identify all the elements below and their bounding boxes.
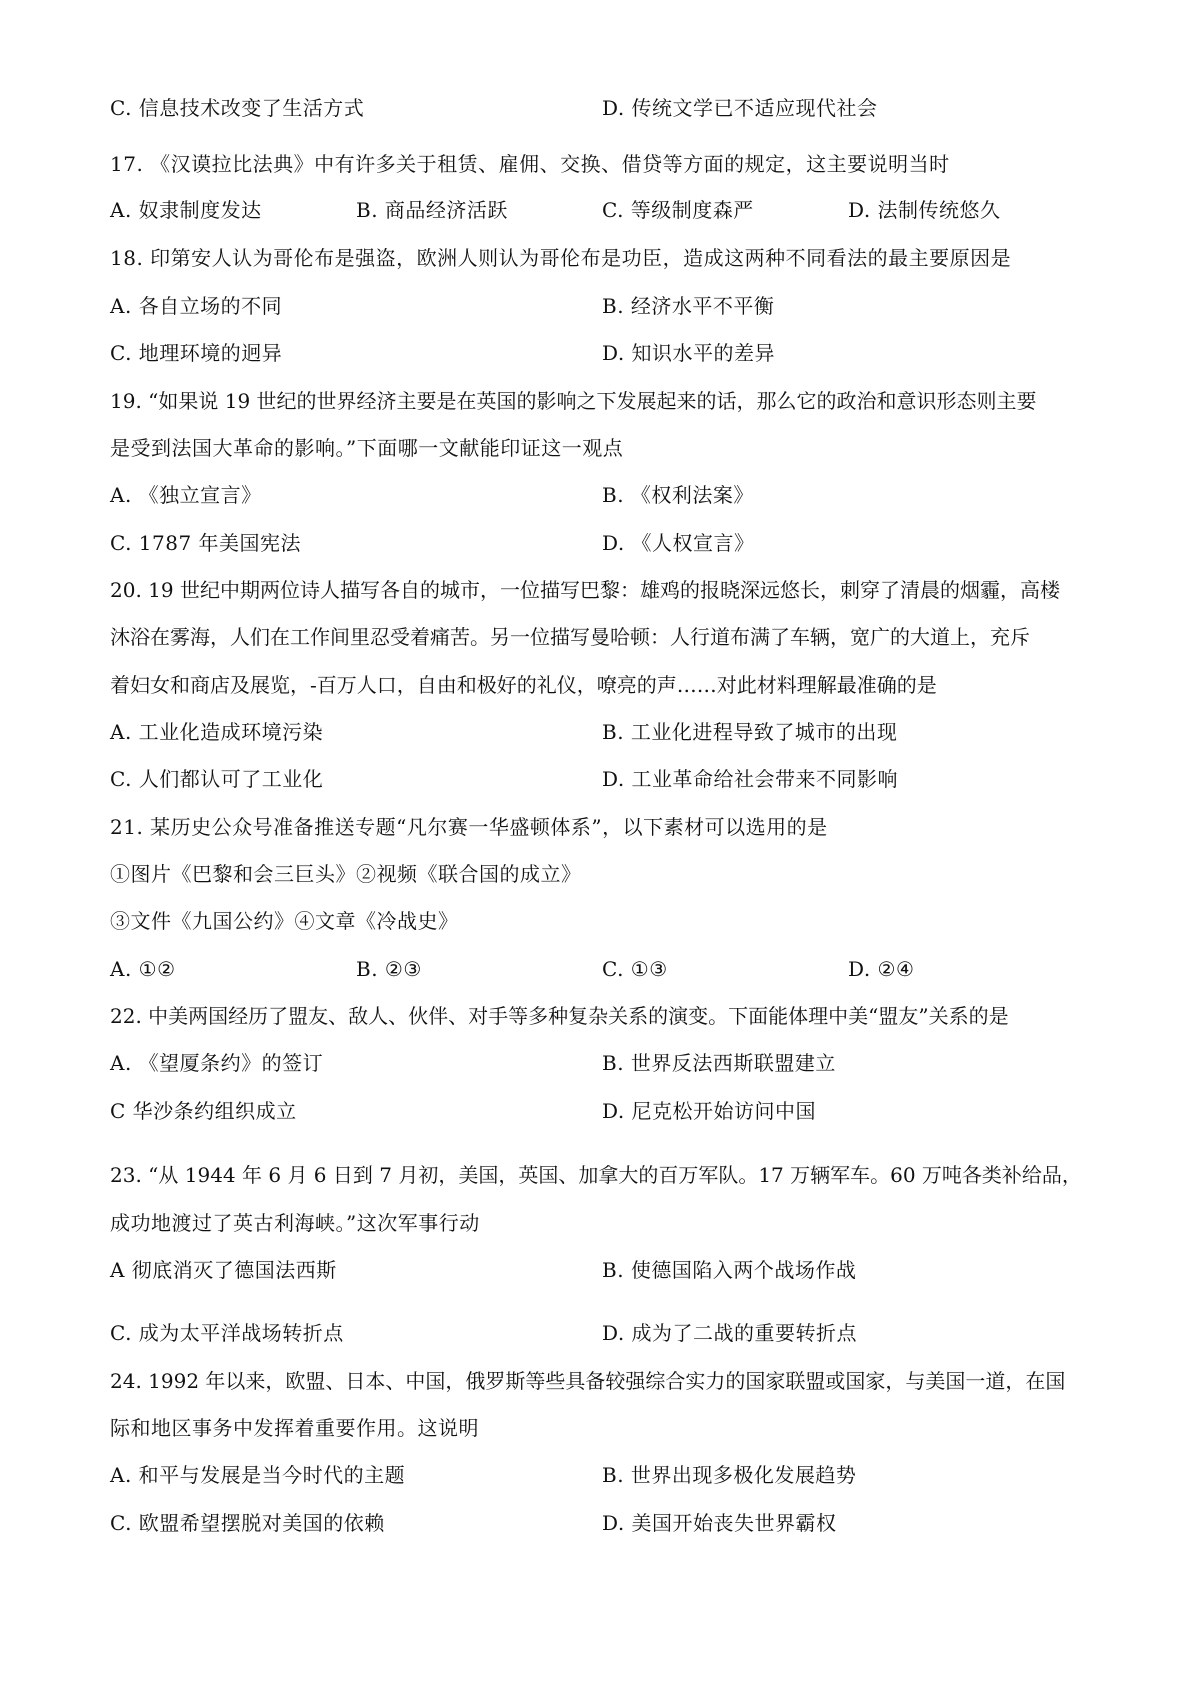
- q24-option-a: A. 和平与发展是当今时代的主题: [110, 1463, 406, 1487]
- q21-option-d: D. ②④: [848, 957, 915, 981]
- q22-option-a: A. 《望厦条约》的签订: [110, 1051, 324, 1075]
- q23-stem-line2: 成功地渡过了英古利海峡。”这次军事行动: [110, 1211, 480, 1235]
- q21-stem: 21. 某历史公众号准备推送专题“凡尔赛一华盛顿体系”，以下素材可以选用的是: [110, 815, 828, 839]
- q18-option-c: C. 地理环境的迥异: [110, 341, 283, 365]
- q17-option-b: B. 商品经济活跃: [356, 198, 508, 222]
- q23-option-c: C. 成为太平洋战场转折点: [110, 1321, 344, 1345]
- q19-option-c: C. 1787 年美国宪法: [110, 531, 302, 555]
- q22-stem: 22. 中美两国经历了盟友、敌人、伙伴、对手等多种复杂关系的演变。下面能体理中美“盟友”关系的是: [110, 1004, 1009, 1028]
- q18-stem: 18. 印第安人认为哥伦布是强盗，欧洲人则认为哥伦布是功臣，造成这两种不同看法的最主要原因是: [110, 246, 1012, 270]
- q21-option-b: B. ②③: [356, 957, 422, 981]
- q23-option-d: D. 成为了二战的重要转折点: [602, 1321, 858, 1345]
- q23-option-b: B. 使德国陷入两个战场作战: [602, 1258, 857, 1282]
- q18-option-a: A. 各自立场的不同: [110, 294, 283, 318]
- q19-stem-line2: 是受到法国大革命的影响。”下面哪一文献能印证这一观点: [110, 436, 624, 460]
- q17-stem: 17. 《汉谟拉比法典》中有许多关于租赁、雇佣、交换、借贷等方面的规定，这主要说明当时: [110, 152, 950, 176]
- q24-option-c: C. 欧盟希望摆脱对美国的依赖: [110, 1511, 385, 1535]
- q22-option-d: D. 尼克松开始访问中国: [602, 1099, 817, 1123]
- q22-option-c: C 华沙条约组织成立: [110, 1099, 297, 1123]
- q24-option-d: D. 美国开始丧失世界霸权: [602, 1511, 837, 1535]
- q19-option-d: D. 《人权宣言》: [602, 531, 755, 555]
- q24-option-b: B. 世界出现多极化发展趋势: [602, 1463, 857, 1487]
- q23-option-a: A 彻底消灭了德国法西斯: [110, 1258, 337, 1282]
- q16-option-d: D. 传统文学已不适应现代社会: [602, 96, 878, 120]
- q21-material-line1: ①图片《巴黎和会三巨头》②视频《联合国的成立》: [110, 862, 582, 886]
- q18-option-d: D. 知识水平的差异: [602, 341, 776, 365]
- q20-stem-line1: 20. 19 世纪中期两位诗人描写各自的城市，一位描写巴黎：雄鸡的报晓深远悠长，刺穿了清晨的烟霾，高楼: [110, 578, 1060, 602]
- q22-option-b: B. 世界反法西斯联盟建立: [602, 1051, 836, 1075]
- q21-option-a: A. ①②: [110, 957, 176, 981]
- q20-stem-line2: 沐浴在雾海，人们在工作间里忍受着痛苦。另一位描写曼哈顿：人行道布满了车辆，宽广的大道上，充斥: [110, 625, 1030, 649]
- q19-stem-line1: 19. “如果说 19 世纪的世界经济主要是在英国的影响之下发展起来的话，那么它的政治和意识形态则主要: [110, 389, 1037, 413]
- q16-option-c: C. 信息技术改变了生活方式: [110, 96, 365, 120]
- q23-stem-line1: 23. “从 1944 年 6 月 6 日到 7 月初，美国，英国、加拿大的百万军队。17 万辆军车。60 万吨各类补给品，: [110, 1163, 1082, 1187]
- q20-stem-line3: 着妇女和商店及展览，-百万人口，自由和极好的礼仪，嘹亮的声……对此材料理解最准确的是: [110, 673, 937, 697]
- q17-option-c: C. 等级制度森严: [602, 198, 754, 222]
- q21-material-line2: ③文件《九国公约》④文章《冷战史》: [110, 909, 459, 933]
- q18-option-b: B. 经济水平不平衡: [602, 294, 775, 318]
- q19-option-b: B. 《权利法案》: [602, 483, 754, 507]
- q21-option-c: C. ①③: [602, 957, 668, 981]
- q20-option-c: C. 人们都认可了工业化: [110, 767, 324, 791]
- q24-stem-line2: 际和地区事务中发挥着重要作用。这说明: [110, 1416, 479, 1440]
- q20-option-a: A. 工业化造成环境污染: [110, 720, 324, 744]
- q17-option-a: A. 奴隶制度发达: [110, 198, 262, 222]
- q20-option-b: B. 工业化进程导致了城市的出现: [602, 720, 898, 744]
- q20-option-d: D. 工业革命给社会带来不同影响: [602, 767, 899, 791]
- q17-option-d: D. 法制传统悠久: [848, 198, 1001, 222]
- q19-option-a: A. 《独立宣言》: [110, 483, 262, 507]
- q24-stem-line1: 24. 1992 年以来，欧盟、日本、中国，俄罗斯等些具备较强综合实力的国家联盟或国家，与美国一道，在国: [110, 1369, 1066, 1393]
